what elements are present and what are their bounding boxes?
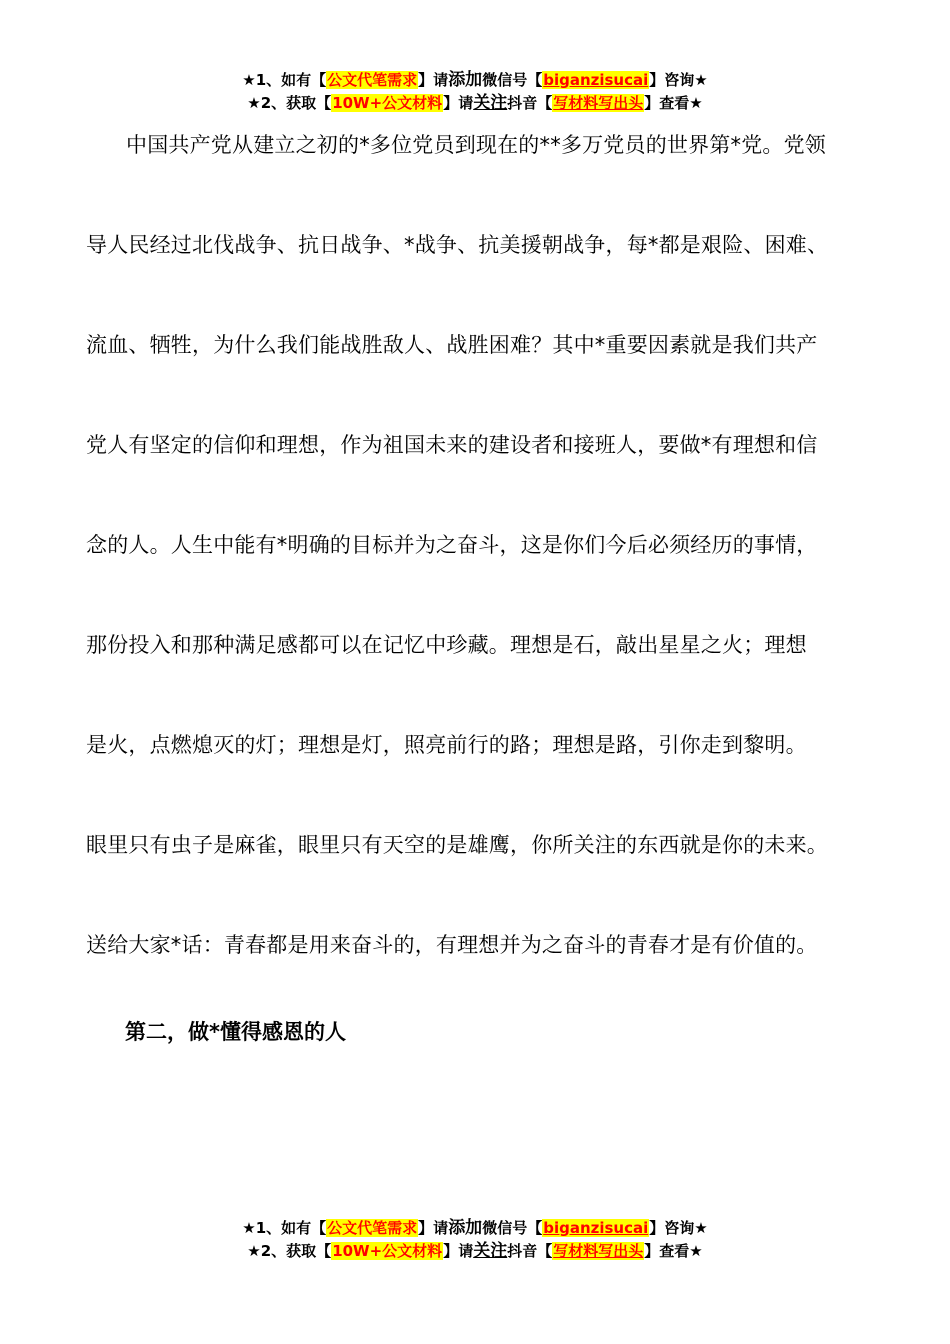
highlight-service: 公文代笔需求	[327, 71, 418, 89]
paragraph-line: 导人民经过北伐战争、抗日战争、*战争、抗美援朝战争，每*都是艰险、困难、	[86, 233, 829, 257]
banner-text: 抖音【	[507, 94, 553, 112]
highlight-materials: 10W+公文材料	[332, 94, 443, 112]
paragraph-line: 送给大家*话：青春都是用来奋斗的，有理想并为之奋斗的青春才是有价值的。	[86, 933, 818, 957]
banner-text: 】请	[418, 1219, 449, 1237]
banner-text: 】请	[443, 94, 474, 112]
banner-text: 】请	[418, 71, 449, 89]
banner-text: 微信号【	[482, 71, 543, 89]
banner-text: 】请	[443, 1242, 474, 1260]
banner-emphasis: 添加	[448, 70, 483, 90]
banner-text: 】查看★	[644, 94, 703, 112]
highlight-materials: 10W+公文材料	[332, 1242, 443, 1260]
highlight-service: 公文代笔需求	[327, 1219, 418, 1237]
banner-line-1	[0, 1217, 950, 1240]
banner-emphasis: 关注	[473, 1241, 508, 1261]
section-heading: 第二，做*懂得感恩的人	[125, 1020, 346, 1044]
paragraph-line: 党人有坚定的信仰和理想，作为祖国未来的建设者和接班人，要做*有理想和信	[86, 433, 818, 457]
paragraph-line: 眼里只有虫子是麻雀，眼里只有天空的是雄鹰，你所关注的东西就是你的未来。	[86, 833, 828, 857]
highlight-wechat-id: biganzisucai	[543, 1219, 649, 1237]
banner-emphasis: 关注	[473, 93, 508, 113]
highlight-douyin-account: 写材料写出头	[553, 1242, 644, 1260]
body-paragraph	[86, 120, 886, 1020]
banner-line-1	[0, 69, 950, 92]
paragraph-line: 那份投入和那种满足感都可以在记忆中珍藏。理想是石，敲出星星之火；理想	[86, 633, 807, 657]
banner-text: 】咨询★	[649, 71, 708, 89]
header-banner	[0, 69, 950, 115]
banner-text: ★1、如有【	[242, 71, 327, 89]
banner-text: ★1、如有【	[242, 1219, 327, 1237]
banner-text: ★2、获取【	[247, 94, 332, 112]
banner-line-2	[0, 92, 950, 115]
banner-text: 】咨询★	[649, 1219, 708, 1237]
highlight-wechat-id: biganzisucai	[543, 71, 649, 89]
footer-banner	[0, 1217, 950, 1263]
banner-text: 微信号【	[482, 1219, 543, 1237]
banner-line-2	[0, 1240, 950, 1263]
paragraph-line: 中国共产党从建立之初的*多位党员到现在的**多万党员的世界第*党。党领	[126, 133, 826, 157]
banner-text: 】查看★	[644, 1242, 703, 1260]
highlight-douyin-account: 写材料写出头	[553, 94, 644, 112]
banner-emphasis: 添加	[448, 1218, 483, 1238]
banner-text: 抖音【	[507, 1242, 553, 1260]
paragraph-line: 念的人。人生中能有*明确的目标并为之奋斗，这是你们今后必须经历的事情，	[86, 533, 818, 557]
paragraph-line: 流血、牺牲，为什么我们能战胜敌人、战胜困难？其中*重要因素就是我们共产	[86, 333, 818, 357]
paragraph-line: 是火，点燃熄灭的灯；理想是灯，照亮前行的路；理想是路，引你走到黎明。	[86, 733, 807, 757]
banner-text: ★2、获取【	[247, 1242, 332, 1260]
